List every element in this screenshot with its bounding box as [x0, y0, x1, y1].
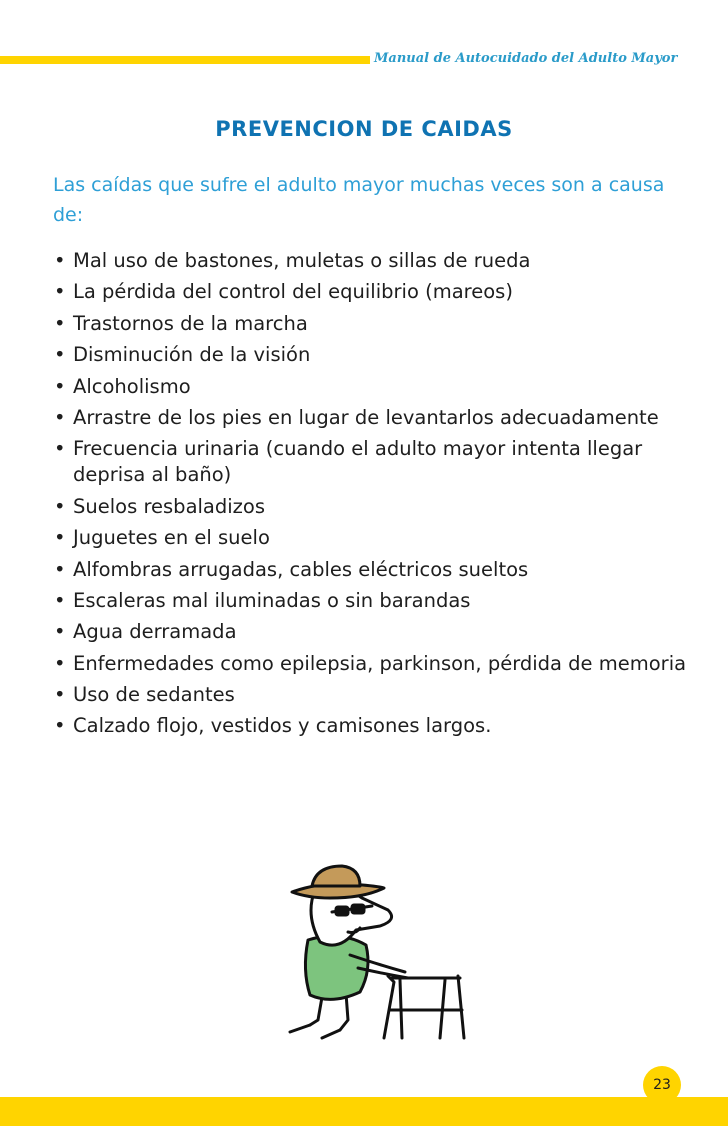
elderly-man-with-walker-icon — [280, 860, 480, 1050]
list-item-text: Calzado flojo, vestidos y camisones largos. — [73, 714, 492, 738]
list-item-text: Arrastre de los pies en lugar de levantarlos adecuadamente — [73, 405, 659, 429]
list-item-text: Disminución de la visión — [73, 343, 311, 367]
list-item-text: Enfermedades como epilepsia, parkinson, pérdida de memoria — [73, 651, 687, 675]
list-item — [53, 494, 693, 520]
bullet: • — [54, 405, 66, 429]
bullet: • — [54, 311, 66, 335]
bullet: • — [54, 343, 66, 367]
list-item — [53, 374, 693, 400]
list-item-text: Mal uso de bastones, muletas o sillas de rueda — [73, 249, 531, 272]
list-item-text: Suelos resbaladizos — [73, 494, 266, 518]
bullet: • — [54, 249, 66, 272]
list-item — [53, 651, 693, 677]
bullet: • — [54, 280, 66, 304]
bullet: • — [54, 683, 66, 707]
bullet: • — [54, 557, 66, 581]
bullet: • — [54, 714, 66, 738]
list-item-text: La pérdida del control del equilibrio (mareos) — [73, 280, 513, 304]
running-header: Manual de Autocuidado del Adulto Mayor — [374, 51, 678, 66]
list-item — [53, 279, 693, 305]
list-item — [53, 619, 693, 645]
list-item-text: Frecuencia urinaria (cuando el adulto mayor intenta llegar deprisa al baño) — [73, 437, 643, 487]
list-item — [53, 525, 693, 551]
bullet: • — [54, 588, 66, 612]
bullet: • — [54, 374, 66, 398]
bullet: • — [54, 620, 66, 644]
page-title: PREVENCION DE CAIDAS — [215, 117, 513, 141]
list-item — [53, 436, 693, 488]
intro-paragraph: Las caídas que sufre el adulto mayor muchas veces son a causa de: — [53, 174, 665, 226]
bullet: • — [54, 526, 66, 550]
bullet: • — [54, 437, 66, 461]
list-item — [53, 405, 693, 431]
list-item — [53, 311, 693, 337]
list-item-text: Alcoholismo — [73, 374, 191, 398]
bullet: • — [54, 651, 66, 675]
list-item-text: Juguetes en el suelo — [73, 526, 270, 550]
list-item-text: Alfombras arrugadas, cables eléctricos sueltos — [73, 557, 529, 581]
list-item — [53, 557, 693, 583]
list-item-text: Trastornos de la marcha — [73, 311, 308, 335]
header-yellow-bar — [0, 56, 370, 64]
list-item-text: Escaleras mal iluminadas o sin barandas — [73, 588, 471, 612]
footer-yellow-bar — [0, 1097, 728, 1126]
causes-list — [53, 248, 693, 745]
list-item-text: Agua derramada — [73, 620, 237, 644]
list-item — [53, 342, 693, 368]
bullet: • — [54, 494, 66, 518]
list-item — [53, 248, 693, 274]
list-item — [53, 713, 693, 739]
list-item — [53, 588, 693, 614]
list-item — [53, 682, 693, 708]
page-number: 23 — [643, 1066, 681, 1104]
list-item-text: Uso de sedantes — [73, 683, 235, 707]
